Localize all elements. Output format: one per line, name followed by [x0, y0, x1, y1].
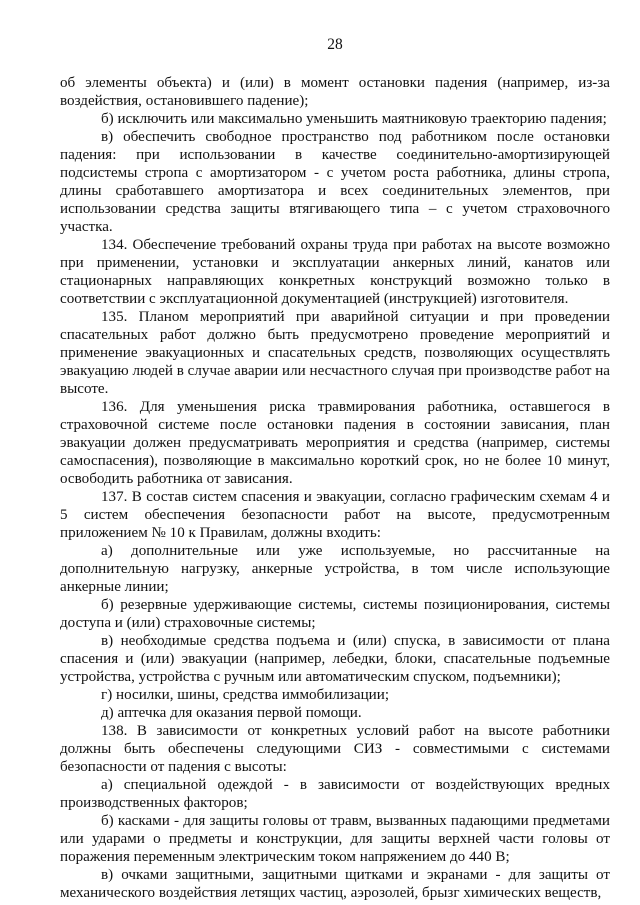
document-page — [60, 36, 610, 902]
paragraph: в) необходимые средства подъема и (или) спуска, в зависимости от плана спасения и (или) эвакуации (например, лебедки, блоки, спасательные подъемные устройства, устройства с ручным или автоматическим спуском, подъемники); — [60, 633, 610, 685]
document-body — [60, 74, 610, 902]
paragraph: г) носилки, шины, средства иммобилизации; — [101, 687, 390, 703]
paragraph: об элементы объекта) и (или) в момент остановки падения (например, из-за воздействия, остановившего падение); — [60, 75, 610, 109]
paragraph: а) специальной одеждой - в зависимости от воздействующих вредных производственных факторов; — [60, 777, 610, 811]
paragraph: 134. Обеспечение требований охраны труда при работах на высоте возможно при применении, установки и эксплуатации анкерных линий, канатов или стационарных направляющих конкретных конструкций возможно только в соответствии с эксплуатационной документацией (инструкцией) изготовителя. — [60, 237, 610, 307]
page-number: 28 — [327, 36, 343, 53]
paragraph: д) аптечка для оказания первой помощи. — [101, 705, 362, 721]
paragraph: 135. Планом мероприятий при аварийной ситуации и при проведении спасательных работ должно быть предусмотрено проведение мероприятий и применение эвакуационных и спасательных средств, позволяющих осуществлять эвакуацию людей в случае аварии или несчастного случая при производстве работ на высоте. — [60, 309, 610, 397]
paragraph: в) обеспечить свободное пространство под работником после остановки падения: при использовании в качестве соединительно-амортизирующей подсистемы стропа с амортизатором - с учетом роста работника, длины стропа, длины сработавшего амортизатора и всех соединительных элементов, при использовании средства защиты втягивающего типа – с учетом страховочного участка. — [60, 129, 610, 235]
paragraph: в) очками защитными, защитными щитками и экранами - для защиты от механического воздействия летящих частиц, аэрозолей, брызг химических веществ, — [60, 867, 610, 901]
paragraph: б) резервные удерживающие системы, системы позиционирования, системы доступа и (или) страховочные системы; — [60, 597, 610, 631]
paragraph: 136. Для уменьшения риска травмирования работника, оставшегося в страховочной системе после остановки падения в состоянии зависания, план эвакуации должен предусматривать мероприятия и средства (например, системы самоспасения), позволяющие в максимально короткий срок, но не более 10 минут, освободить работника от зависания. — [60, 399, 610, 487]
paragraph: 138. В зависимости от конкретных условий работ на высоте работники должны быть обеспечены следующими СИЗ - совместимыми с системами безопасности от падения с высоты: — [60, 723, 610, 775]
paragraph: б) касками - для защиты головы от травм, вызванных падающими предметами или ударами о предметы и конструкции, для защиты верхней части головы от поражения переменным электрическим током напряжением до 440 В; — [60, 813, 610, 865]
paragraph: 137. В состав систем спасения и эвакуации, согласно графическим схемам 4 и 5 систем обеспечения безопасности работ на высоте, предусмотренным приложением № 10 к Правилам, должны входить: — [60, 489, 610, 541]
paragraph: б) исключить или максимально уменьшить маятниковую траекторию падения; — [101, 111, 607, 127]
paragraph: а) дополнительные или уже используемые, но рассчитанные на дополнительную нагрузку, анкерные устройства, в том числе использующие анкерные линии; — [60, 543, 610, 595]
